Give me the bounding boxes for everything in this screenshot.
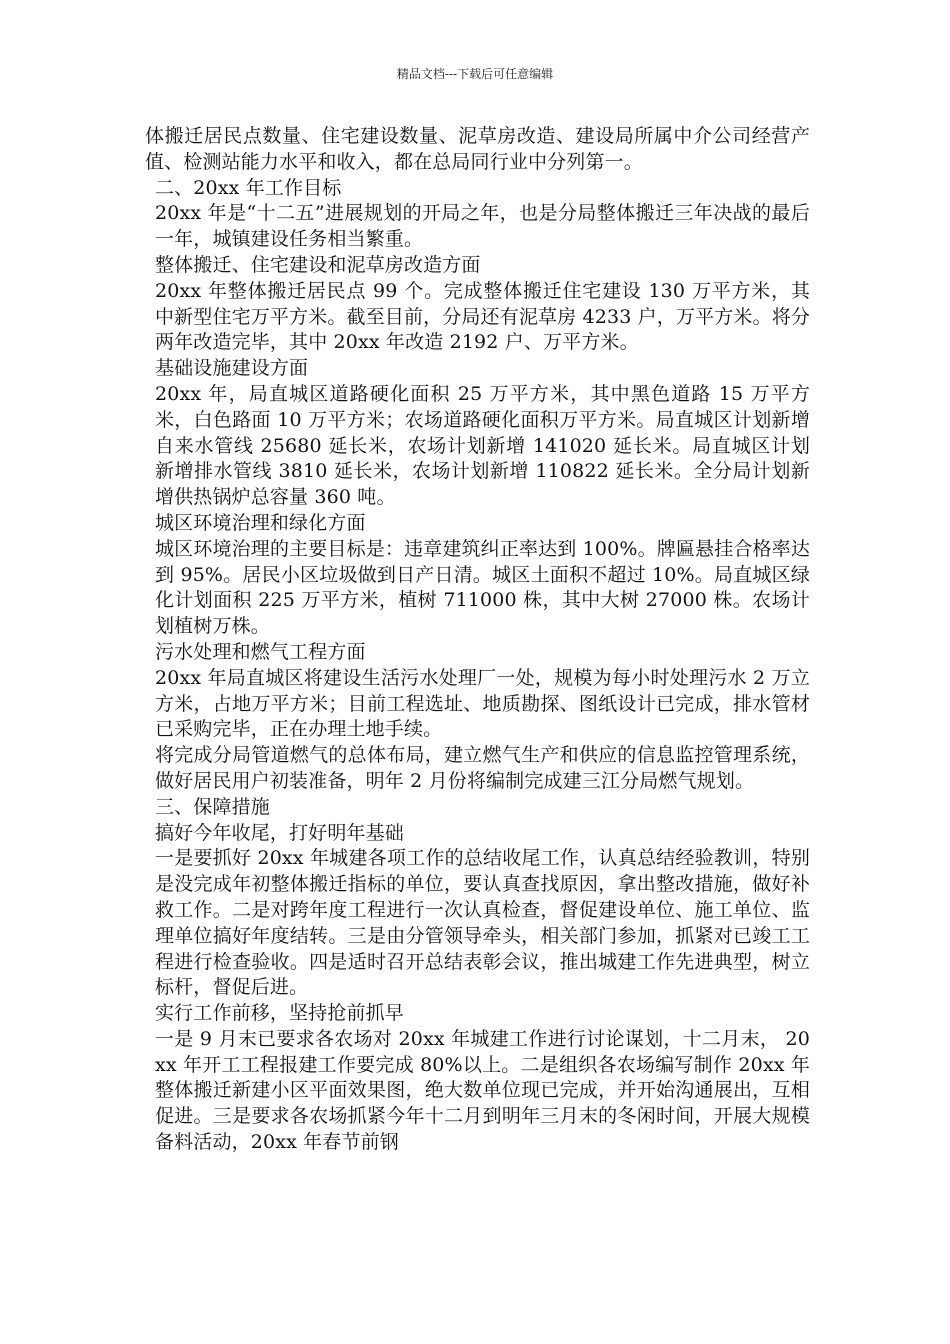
subheading-sewage-gas: 污水处理和燃气工程方面 xyxy=(155,640,366,663)
section-heading-measures: 三、保障措施 xyxy=(155,795,270,818)
paragraph-relocation-housing: 20xx 年整体搬迁居民点 99 个。完成整体搬迁住宅建设 130 万平方米，其中新型住宅万平方米。截至目前，分局还有泥草房 4233 户，万平方米。将分两年改造完毕，其中 20xx 年改造 2192 户、万平方米。 xyxy=(155,279,810,354)
paragraph-year-end: 一是要抓好 20xx 年城建各项工作的总结收尾工作，认真总结经验教训，特别是没完成年初整体搬迁指标的单位，要认真查找原因，拿出整改措施，做好补救工作。二是对跨年度工程进行一次认真检查，督促建设单位、施工单位、监理单位搞好年度结转。三是由分管领导牵头，相关部门参加，抓紧对已竣工工程进行检查验收。四是适时召开总结表彰会议，推出城建工作先进典型，树立标杆，督促后进。 xyxy=(155,847,810,999)
document-body xyxy=(145,124,810,1156)
subheading-year-end: 搞好今年收尾，打好明年基础 xyxy=(155,821,404,844)
paragraph-environment-greening: 城区环境治理的主要目标是：违章建筑纠正率达到 100%。牌匾悬挂合格率达到 95%。居民小区垃圾做到日产日清。城区土面积不超过 10%。局直城区绿化计划面积 225 万平方米，植树 711000 株，其中大树 27000 株。农场计划植树万株。 xyxy=(155,537,810,638)
section-heading-goals: 二、20xx 年工作目标 xyxy=(155,176,342,199)
subheading-infrastructure: 基础设施建设方面 xyxy=(155,357,309,380)
paragraph-infrastructure: 20xx 年，局直城区道路硬化面积 25 万平方米，其中黑色道路 15 万平方米，白色路面 10 万平方米；农场道路硬化面积万平方米。局直城区计划新增自来水管线 25680 延长米，农场计划新增 141020 延长米。局直城区计划新增排水管线 3810 延长米，农场计划新增 110822 延长米。全分局计划新增供热锅炉总容量 360 吨。 xyxy=(155,382,810,509)
subheading-relocation-housing: 整体搬迁、住宅建设和泥草房改造方面 xyxy=(155,253,481,276)
paragraph-work-ahead: 一是 9 月末已要求各农场对 20xx 年城建工作进行讨论谋划，十二月末， 20xx 年开工工程报建工作要完成 80%以上。二是组织各农场编写制作 20xx 年整体搬迁新建小区平面效果图，绝大数单位现已完成，并开始沟通展出，互相促进。三是要求各农场抓紧今年十二月到明年三月末的冬闲时间，开展大规模备料活动，20xx 年春节前钢 xyxy=(155,1027,810,1154)
page-header: 精品文档---下载后可任意编辑 xyxy=(396,67,554,81)
paragraph-continuation: 体搬迁居民点数量、住宅建设数量、泥草房改造、建设局所属中介公司经营产值、检测站能力水平和收入，都在总局同行业中分列第一。 xyxy=(145,125,810,173)
paragraph-gas: 将完成分局管道燃气的总体布局，建立燃气生产和供应的信息监控管理系统，做好居民用户初装准备，明年 2 月份将编制完成建三江分局燃气规划。 xyxy=(155,744,810,792)
subheading-environment-greening: 城区环境治理和绿化方面 xyxy=(155,511,366,534)
paragraph-sewage: 20xx 年局直城区将建设生活污水处理厂一处，规模为每小时处理污水 2 万立方米，占地万平方米；目前工程选址、地质勘探、图纸设计已完成，排水管材已采购完毕，正在办理土地手续。 xyxy=(155,666,810,741)
subheading-work-ahead: 实行工作前移，坚持抢前抓早 xyxy=(155,1002,404,1025)
paragraph-goals-intro: 20xx 年是“十二五”进展规划的开局之年，也是分局整体搬迁三年决战的最后一年，城镇建设任务相当繁重。 xyxy=(155,202,810,251)
